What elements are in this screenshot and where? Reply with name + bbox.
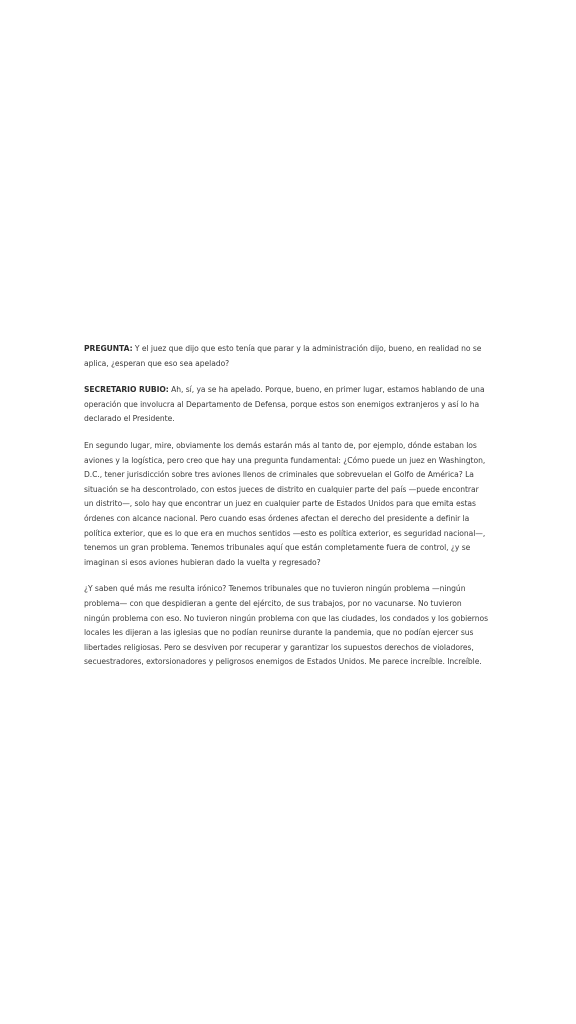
answer-text-1: Ah, sí, ya se ha apelado. Porque, bueno, en primer lugar, estamos hablando de una operación que involucra al Departamento de Defensa, porque estos son enemigos extranjeros y así lo ha declarado el Presidente. bbox=[84, 385, 485, 424]
transcript-body bbox=[84, 342, 488, 682]
question-paragraph bbox=[84, 342, 488, 371]
speaker-label-question: PREGUNTA: bbox=[84, 344, 133, 353]
question-text: Y el juez que dijo que esto tenía que parar y la administración dijo, bueno, en realidad no se aplica, ¿esperan que eso sea apelado? bbox=[84, 344, 482, 368]
speaker-label-rubio: SECRETARIO RUBIO: bbox=[84, 385, 169, 395]
answer-paragraph-1 bbox=[84, 383, 488, 427]
answer-paragraph-3: ¿Y saben qué más me resulta irónico? Tenemos tribunales que no tuvieron ningún problema —ningún problema— con que despidieran a gente del ejército, de sus trabajos, por no vacunarse. No tuvieron ningún problema con eso. No tuvieron ningún problema con que las ciudades, los condados y los gobiernos locales les dijeran a las iglesias que no podían reunirse durante la pandemia, que no podían ejercer sus libertades religiosas. Pero se desviven por recuperar y garantizar los supuestos derechos de violadores, secuestradores, extorsionadores y peligrosos enemigos de Estados Unidos. Me parece increíble. Increíble. bbox=[84, 584, 488, 667]
answer-paragraph-2: En segundo lugar, mire, obviamente los demás estarán más al tanto de, por ejemplo, dónde estaban los aviones y la logística, pero creo que hay una pregunta fundamental: ¿Cómo puede un juez en Washington, D.C., tener jurisdicción sobre tres aviones llenos de criminales que sobrevuelan el Golfo de América? La situación se ha descontrolado, con estos jueces de distrito en cualquier parte del país —puede encontrar un distrito—, solo hay que encontrar un juez en cualquier parte de Estados Unidos para que emita estas órdenes con alcance nacional. Pero cuando esas órdenes afectan el derecho del presidente a definir la política exterior, que es lo que era en muchos sentidos —esto es política exterior, es seguridad nacional—, tenemos un gran problema. Tenemos tribunales aquí que están completamente fuera de control, ¿y se imaginan si esos aviones hubieran dado la vuelta y regresado? bbox=[84, 440, 486, 567]
